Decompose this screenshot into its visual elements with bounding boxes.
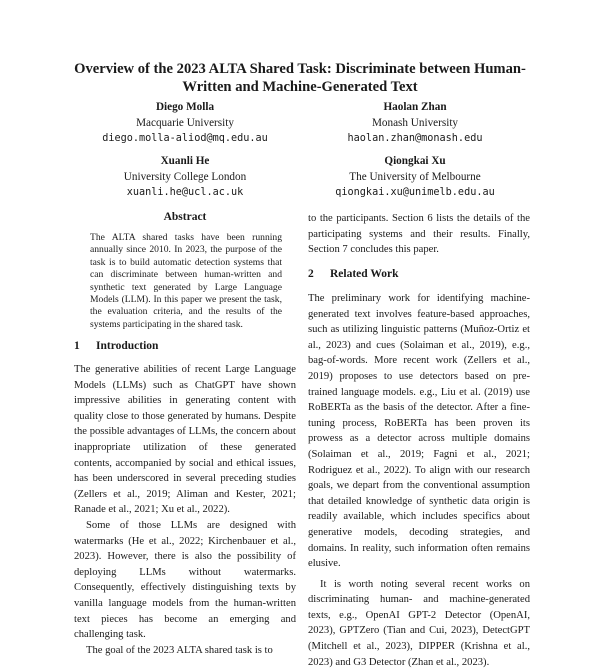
paragraph: The generative abilities of recent Large Language Models (LLMs) such as ChatGPT have shown impressive abilities in generating content with quality close to those generated by humans. Despite the possible advantages of LLMs, the concern about inappropriate utilization of these generated contents, accompanied by social and ethical issues, has been underscored in several preceding studies (Zellers et al., 2019; Aliman and Kester, 2021; Ranade et al., 2021; Xu et al., 2022).	[74, 364, 296, 516]
abstract-text: The ALTA shared tasks have been running annually since 2010. In 2023, the purpose of the task is to build automatic detection systems that can discriminate between human-written and synthetic text generated by Large Language Models (LLM). In this paper we present the task, the evaluation criteria, and the results of the systems participating in the shared task.	[90, 232, 282, 330]
section-number: 1	[74, 340, 80, 352]
introduction-body	[74, 362, 296, 658]
author-email: xuanli.he@ucl.ac.uk	[126, 187, 244, 198]
section-heading-introduction	[74, 340, 158, 352]
author-affiliation: University College London	[123, 171, 247, 183]
author-email: haolan.zhan@monash.edu	[347, 133, 483, 144]
author-name: Xuanli He	[160, 155, 210, 167]
author-name: Haolan Zhan	[383, 101, 447, 113]
section-number: 2	[308, 268, 314, 280]
section-heading-related-work	[308, 268, 398, 280]
author-block	[65, 99, 305, 147]
author-affiliation: Macquarie University	[136, 117, 234, 129]
author-email: diego.molla-aliod@mq.edu.au	[102, 133, 268, 144]
author-block	[295, 99, 535, 147]
author-name: Diego Molla	[155, 101, 215, 113]
paragraph: The preliminary work for identifying machine-generated text involves feature-based approaches, such as utilizing linguistic patterns (Muñoz-Ortiz et al., 2023) and cues (Solaiman et al., 2019), e.g., bag-of-words. More recent work (Zellers et al., 2019) proposes to use detectors based on pre-trained language models. e.g., Liu et al. (2019) use RoBERTa as the basis of the detector. After a fine-tuning process, RoBERTa has been proven its prowess as a detector across multiple domains (Solaiman et al., 2019; Fagni et al., 2021; Rodriguez et al., 2022). To align with our research goals, we depart from the conventional assumption that detailed knowledge of synthetic data origin is readily available, which includes specifics about generative models, decoding strategies, and domains. In reality, such information often remains elusive.	[308, 293, 530, 570]
author-affiliation: Monash University	[371, 117, 459, 129]
author-block	[295, 153, 535, 201]
section-title: Related Work	[330, 268, 399, 280]
author-email: qiongkai.xu@unimelb.edu.au	[335, 187, 495, 198]
paragraph: to the participants. Section 6 lists the details of the participating systems and their results. Finally, Section 7 concludes this paper.	[308, 213, 530, 256]
paragraph: Some of those LLMs are designed with watermarks (He et al., 2022; Kirchenbauer et al., 2023). However, there is also the possibility of deploying LLMs without watermarks. Consequently, effectively distinguishing texts by vanilla language models from the human-written text pieces has become an emerging and challenging task.	[74, 519, 296, 641]
author-block	[65, 153, 305, 201]
introduction-continued	[308, 211, 530, 258]
author-name: Qiongkai Xu	[384, 155, 446, 167]
section-title: Introduction	[96, 340, 159, 352]
paper-title: Overview of the 2023 ALTA Shared Task: Discriminate between Human-Written and Machine-Generated Text	[74, 61, 526, 95]
abstract-heading: Abstract	[163, 211, 207, 223]
paragraph: It is worth noting several recent works on discriminating human- and machine-generated texts, e.g., OpenAI GPT-2 Detector (OpenAI, 2023), GPTZero (Tian and Cui, 2023), DetectGPT (Mitchell et al., 2023), DIPPER (Krishna et al., 2023) and G3 Detector (Zhan et al., 2023).	[308, 578, 530, 668]
related-work-body	[308, 291, 530, 670]
author-affiliation: The University of Melbourne	[349, 171, 481, 183]
paragraph: The goal of the 2023 ALTA shared task is to	[86, 644, 273, 656]
